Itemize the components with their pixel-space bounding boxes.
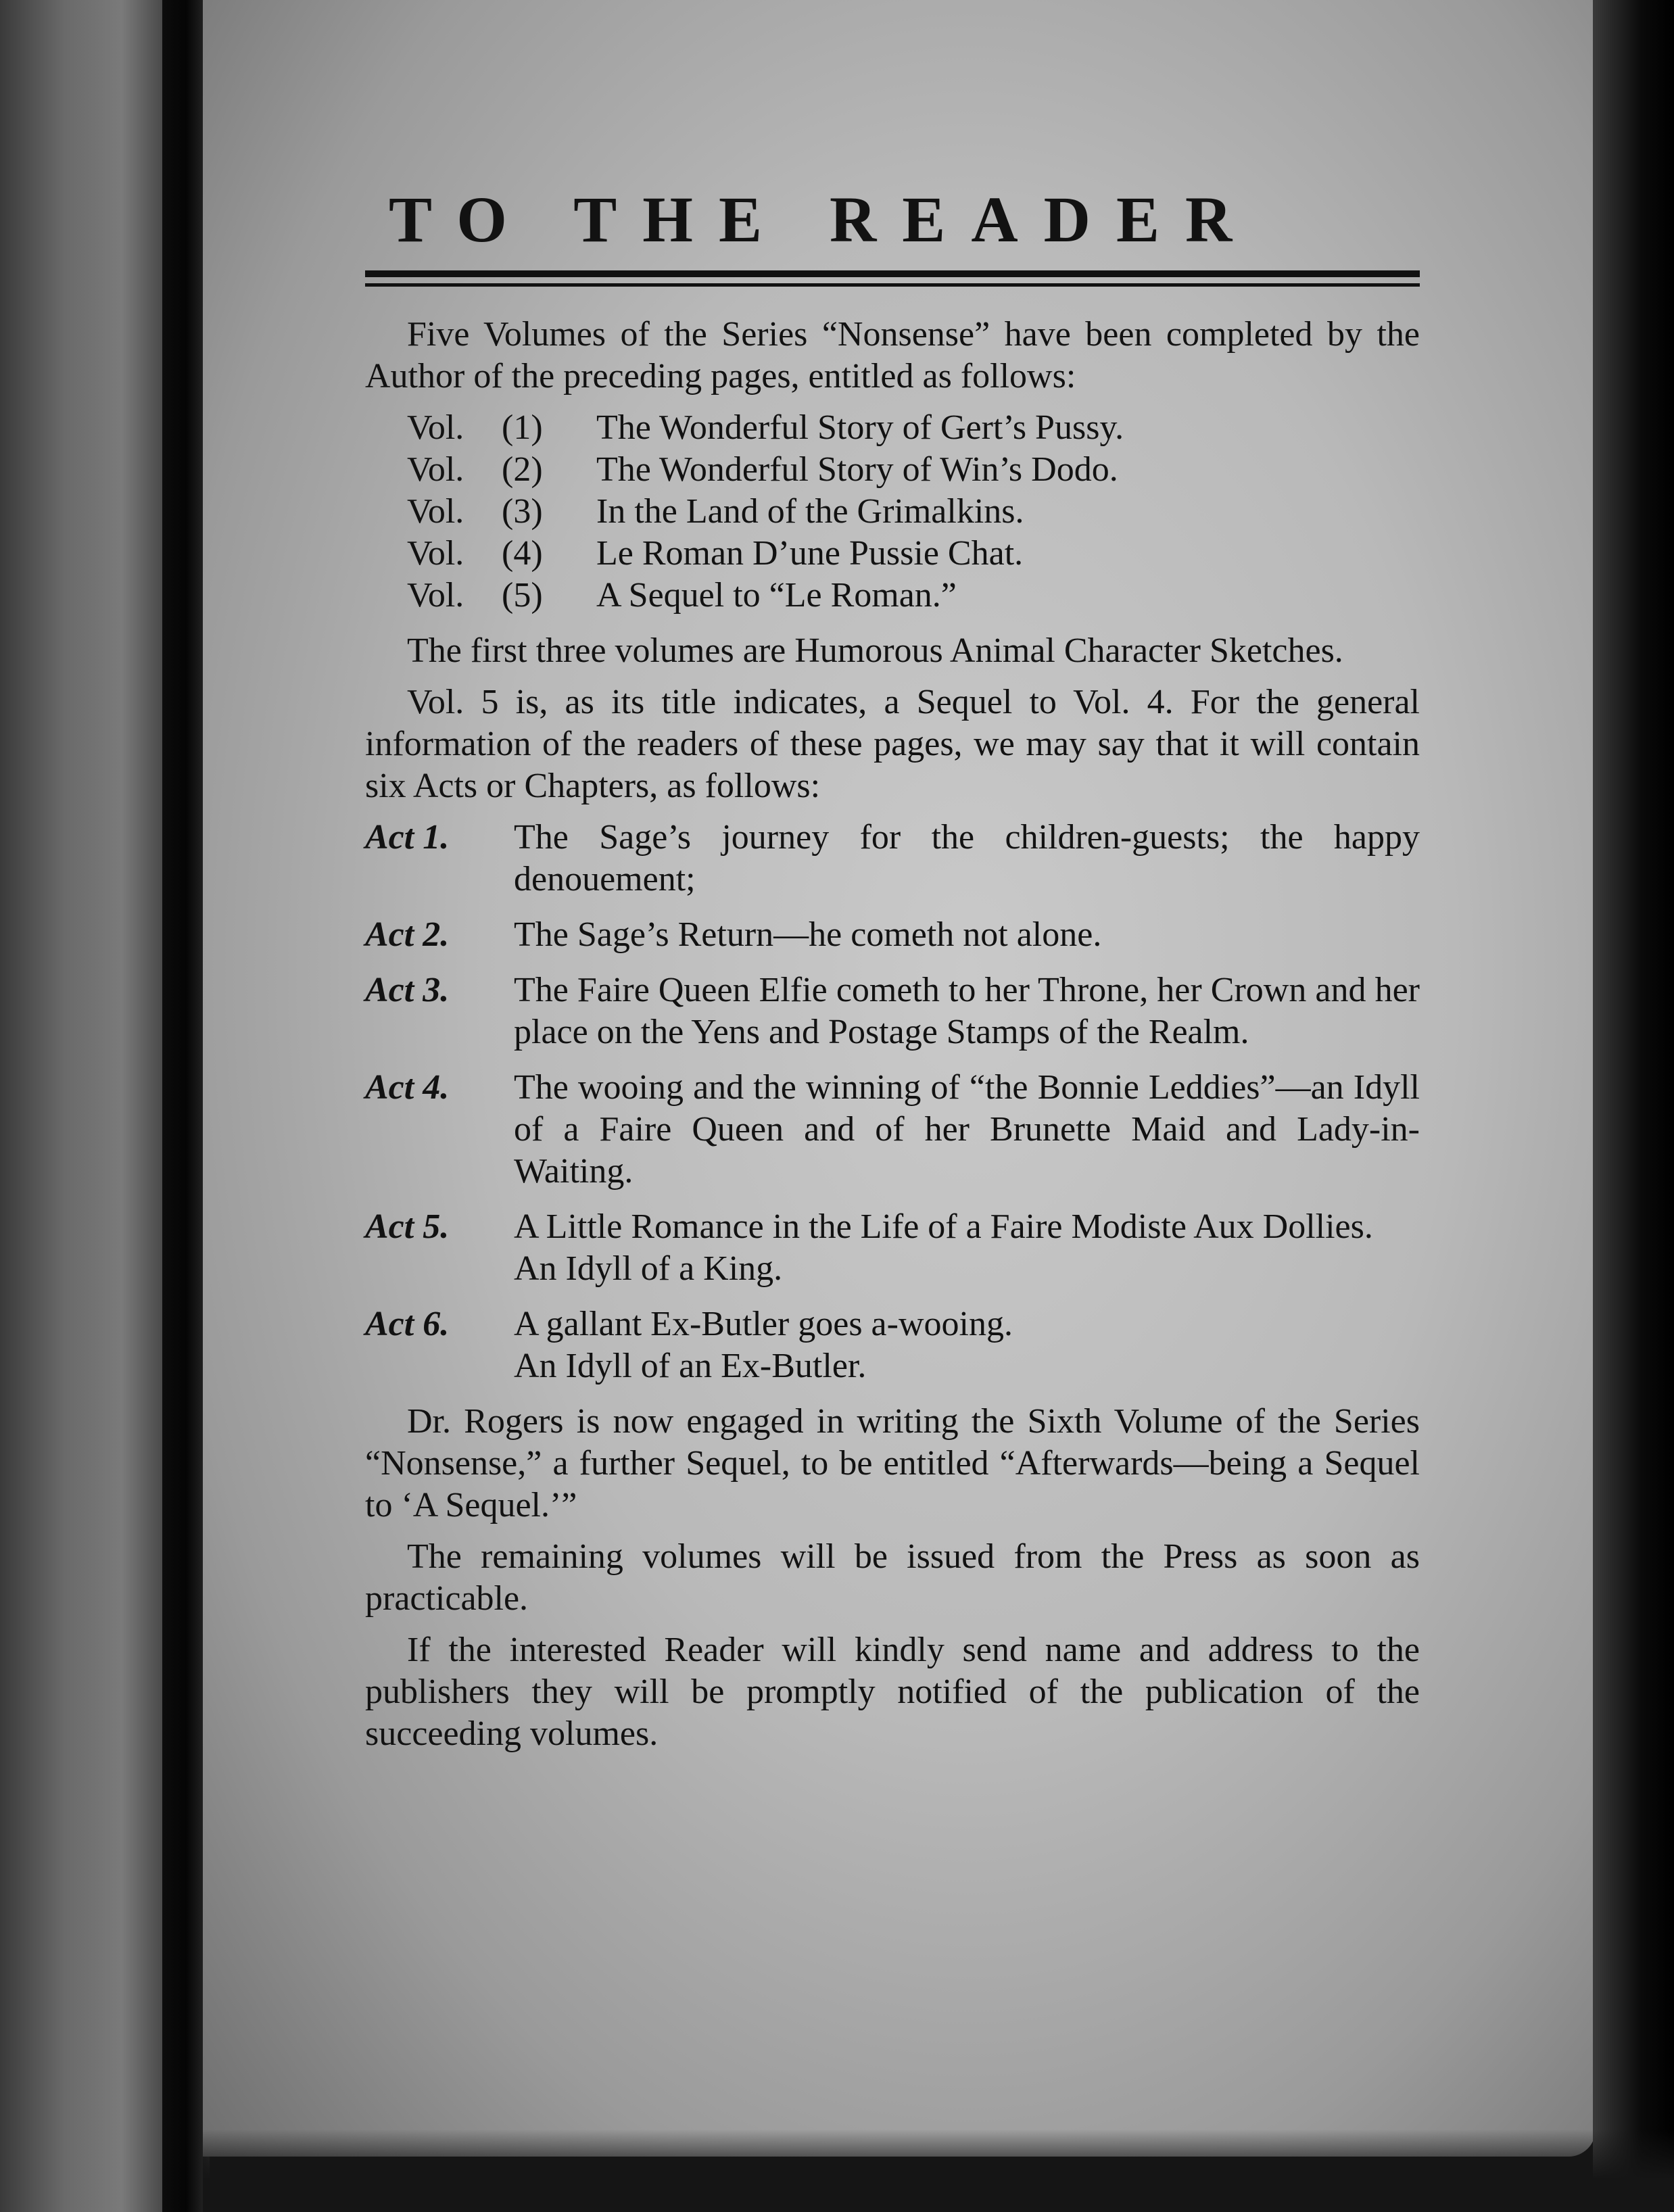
volume-item xyxy=(407,407,1420,449)
vol5-paragraph: Vol. 5 is, as its title indicates, a Sequel to Vol. 4. For the general information of the readers of these pages, we may say that it will contain six Acts or Chapters, as follows: xyxy=(365,683,1420,805)
act-label: Act 1. xyxy=(365,818,450,857)
act-line: A gallant Ex-Butler goes a-wooing. xyxy=(514,1305,1013,1343)
volume-number: (4) xyxy=(502,534,543,573)
volume-title: A Sequel to “Le Roman.” xyxy=(596,576,957,615)
act-item xyxy=(365,969,1420,1053)
remaining-paragraph: The remaining volumes will be issued from the Press as soon as practicable. xyxy=(365,1537,1420,1618)
act-label: Act 5. xyxy=(365,1207,450,1246)
volume-number: (3) xyxy=(502,492,543,531)
act-text xyxy=(514,1303,1420,1387)
act-line: The wooing and the winning of “the Bonnie Leddies”—an Idyll of a Faire Queen and of her Brunette Maid and Lady-in-Waiting. xyxy=(514,1068,1420,1191)
facing-page-edge xyxy=(0,0,162,2212)
volume-title: The Wonderful Story of Gert’s Pussy. xyxy=(596,408,1124,447)
act-item xyxy=(365,914,1420,956)
act-list xyxy=(365,817,1420,1387)
act-text xyxy=(514,1206,1420,1290)
volume-number: (1) xyxy=(502,408,543,447)
act-label: Act 6. xyxy=(365,1305,450,1343)
volume-list xyxy=(407,407,1420,617)
intro-paragraph: Five Volumes of the Series “Nonsense” have been completed by the Author of the preceding pages, entitled as follows: xyxy=(365,315,1420,395)
act-text xyxy=(514,914,1420,956)
volume-title: Le Roman D’une Pussie Chat. xyxy=(596,534,1024,573)
volume-number: (2) xyxy=(502,450,543,489)
volume-label: Vol. xyxy=(407,408,464,447)
volume-item xyxy=(407,575,1420,617)
act-text xyxy=(514,969,1420,1053)
act-text xyxy=(514,1067,1420,1193)
volume-item xyxy=(407,533,1420,575)
title-rule-thin xyxy=(365,283,1420,287)
act-item xyxy=(365,817,1420,900)
bottom-page-shadow xyxy=(203,2130,1674,2212)
rogers-paragraph: Dr. Rogers is now engaged in writing the Sixth Volume of the Series “Nonsense,” a further Sequel, to be entitled “Afterwards—being a Sequel to ‘A Sequel.’” xyxy=(365,1402,1420,1524)
volume-label: Vol. xyxy=(407,492,464,531)
act-label: Act 3. xyxy=(365,971,450,1009)
volume-label: Vol. xyxy=(407,450,464,489)
act-line: The Faire Queen Elfie cometh to her Throne, her Crown and her place on the Yens and Postage Stamps of the Realm. xyxy=(514,971,1420,1051)
act-label: Act 4. xyxy=(365,1068,450,1107)
reader-paragraph: If the interested Reader will kindly send name and address to the publishers they will be promptly notified of the publication of the succeeding volumes. xyxy=(365,1631,1420,1753)
act-item xyxy=(365,1067,1420,1193)
act-line: The Sage’s journey for the children-guests; the happy denouement; xyxy=(514,818,1420,898)
body-text xyxy=(365,314,1420,1755)
volume-title: The Wonderful Story of Win’s Dodo. xyxy=(596,450,1118,489)
volume-item xyxy=(407,491,1420,533)
act-label: Act 2. xyxy=(365,915,450,954)
first-three-paragraph: The first three volumes are Humorous Animal Character Sketches. xyxy=(407,631,1343,670)
act-line: An Idyll of an Ex-Butler. xyxy=(514,1347,867,1385)
volume-label: Vol. xyxy=(407,576,464,615)
title-rule-thick xyxy=(365,270,1420,277)
act-line: The Sage’s Return—he cometh not alone. xyxy=(514,915,1102,954)
page-content xyxy=(365,183,1420,1764)
act-text xyxy=(514,817,1420,900)
page-title: TO THE READER xyxy=(389,183,1258,256)
act-item xyxy=(365,1303,1420,1387)
volume-number: (5) xyxy=(502,576,543,615)
right-page-shadow xyxy=(1593,0,1674,2212)
act-line: An Idyll of a King. xyxy=(514,1249,783,1288)
act-item xyxy=(365,1206,1420,1290)
volume-item xyxy=(407,449,1420,491)
volume-title: In the Land of the Grimalkins. xyxy=(596,492,1024,531)
volume-label: Vol. xyxy=(407,534,464,573)
act-line: A Little Romance in the Life of a Faire Modiste Aux Dollies. xyxy=(514,1207,1373,1246)
